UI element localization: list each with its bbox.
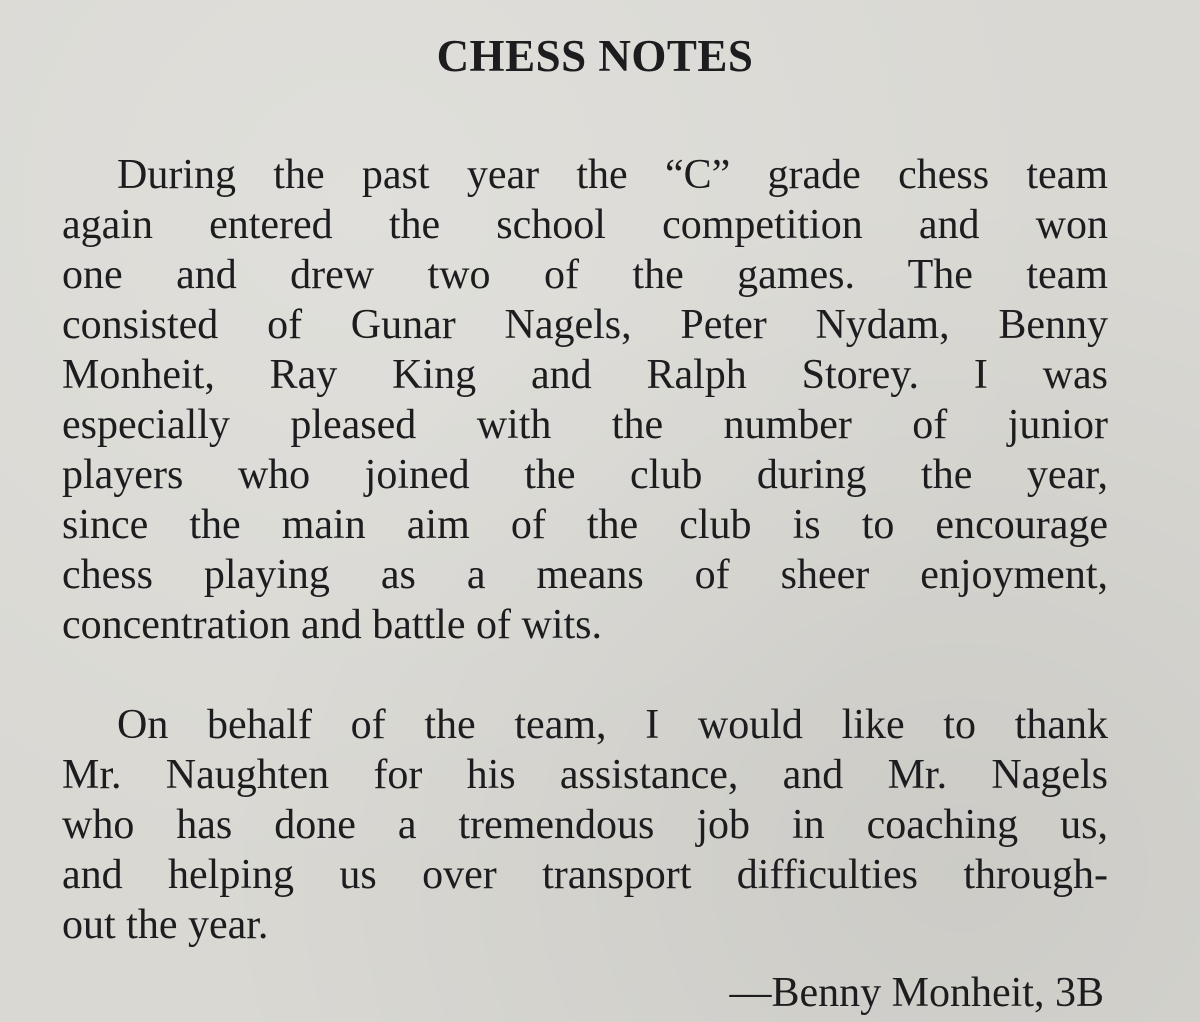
- text-line: During the past year the “C” grade chess team: [117, 152, 1108, 198]
- text-line: one and drew two of the games. The team: [62, 252, 1108, 298]
- text-line: and helping us over transport difficulties through-: [62, 852, 1108, 898]
- text-line: since the main aim of the club is to encourage: [62, 502, 1108, 548]
- article-title: CHESS NOTES: [436, 31, 754, 81]
- printed-page: [62, 18, 1108, 1016]
- text-line: concentration and battle of wits.: [62, 602, 602, 648]
- paragraph-chess-team-results: [62, 150, 1108, 650]
- text-line: Monheit, Ray King and Ralph Storey. I was: [62, 352, 1108, 398]
- text-line: especially pleased with the number of junior: [62, 402, 1108, 448]
- text-line: again entered the school competition and won: [62, 202, 1108, 248]
- text-line: players who joined the club during the year,: [62, 452, 1108, 498]
- text-line: On behalf of the team, I would like to thank: [117, 702, 1108, 748]
- paragraph-thanks: [62, 700, 1108, 950]
- text-line: out the year.: [62, 902, 269, 948]
- author-signature: —Benny Monheit, 3B: [729, 970, 1104, 1016]
- text-line: chess playing as a means of sheer enjoyment,: [62, 552, 1108, 598]
- text-line: who has done a tremendous job in coaching us,: [62, 802, 1108, 848]
- text-line: consisted of Gunar Nagels, Peter Nydam, Benny: [62, 302, 1108, 348]
- text-line: Mr. Naughten for his assistance, and Mr. Nagels: [62, 752, 1108, 798]
